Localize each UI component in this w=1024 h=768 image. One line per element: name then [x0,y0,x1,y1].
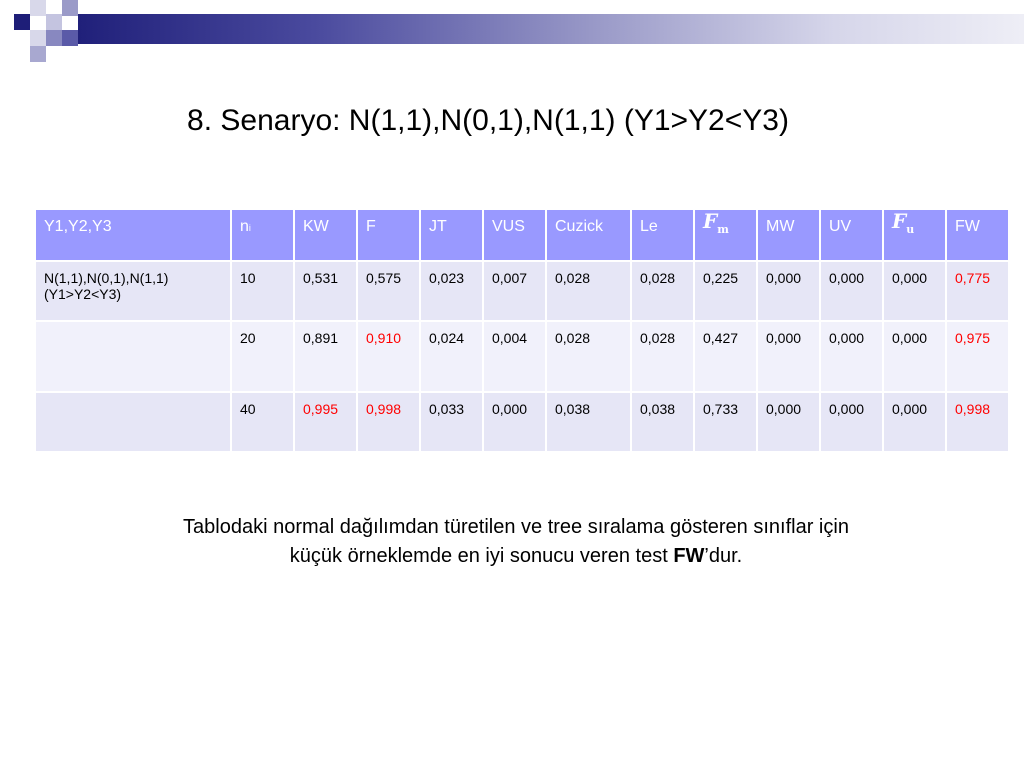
decor-square [30,46,46,62]
cell-cuzick: 0,038 [547,393,630,451]
header-mw-label: MW [766,218,795,235]
cell-fw: 0,975 [947,322,1008,391]
note-line-2-post: ’dur. [704,545,743,567]
header-n [232,210,293,260]
cell-fu: 0,000 [884,262,945,320]
header-jt [421,210,482,260]
cell-jt: 0,033 [421,393,482,451]
header-fw [947,210,1008,260]
cell-cuzick: 0,028 [547,322,630,391]
header-uv [821,210,882,260]
note-line-2-bold: FW [673,545,705,567]
cell-le: 0,038 [632,393,693,451]
cell-n: 20 [232,322,293,391]
fm-symbol [703,209,729,236]
header-group-label: Y1,Y2,Y3 [44,218,112,235]
decor-square [46,14,62,30]
note-line-1: Tablodaki normal dağılımdan türetilen ve tree sıralama gösteren sınıflar için [183,516,849,538]
cell-jt: 0,023 [421,262,482,320]
cell-le: 0,028 [632,322,693,391]
header-cuzick-label: Cuzick [555,218,604,235]
conclusion-note [60,513,972,571]
fu-symbol [892,209,915,236]
header-uv-label: UV [829,218,852,235]
header-kw [295,210,356,260]
header-vus-label: VUS [492,218,525,235]
header-kw-label: KW [303,218,329,235]
decor-square [30,0,46,16]
decor-square [14,14,30,30]
fu-symbol-sub: u [906,223,915,236]
cell-fm: 0,225 [695,262,756,320]
table-row [36,262,1008,320]
cell-vus: 0,000 [484,393,545,451]
decor-square [30,30,46,46]
note-line-2 [60,542,972,571]
cell-uv: 0,000 [821,393,882,451]
cell-n: 40 [232,393,293,451]
cell-kw: 0,891 [295,322,356,391]
table-row [36,322,1008,391]
slide-title [0,104,990,138]
cell-mw: 0,000 [758,393,819,451]
header-n-label: n [240,218,249,235]
results-table [34,208,1010,453]
header-vus [484,210,545,260]
header-jt-label: JT [429,218,447,235]
cell-fw: 0,775 [947,262,1008,320]
cell-label: N(1,1),N(0,1),N(1,1) (Y1>Y2<Y3) [36,262,230,320]
cell-fw: 0,998 [947,393,1008,451]
header-fw-label: FW [955,218,980,235]
cell-n: 10 [232,262,293,320]
cell-fu: 0,000 [884,393,945,451]
cell-jt: 0,024 [421,322,482,391]
decor-square [46,30,62,46]
cell-label [36,322,230,391]
cell-uv: 0,000 [821,322,882,391]
header-n-subscript: i [248,223,251,233]
cell-fu: 0,000 [884,322,945,391]
cell-cuzick: 0,028 [547,262,630,320]
table-row [36,393,1008,451]
cell-mw: 0,000 [758,322,819,391]
cell-fm: 0,427 [695,322,756,391]
header-f-label: F [366,218,376,235]
table-header-row [36,210,1008,260]
decor-square [62,0,78,16]
cell-label [36,393,230,451]
header-le [632,210,693,260]
header-mw [758,210,819,260]
header-group [36,210,230,260]
note-line-2-pre: küçük örneklemde en iyi sonucu veren test [289,545,674,567]
cell-f: 0,575 [358,262,419,320]
header-f [358,210,419,260]
header-band [78,14,1024,44]
decor-square [62,30,78,46]
slide-title-text: 8. Senaryo: N(1,1),N(0,1),N(1,1) (Y1>Y2<Y3) [187,104,789,137]
cell-le: 0,028 [632,262,693,320]
cell-f: 0,910 [358,322,419,391]
header-cuzick [547,210,630,260]
cell-kw: 0,531 [295,262,356,320]
cell-fm: 0,733 [695,393,756,451]
cell-uv: 0,000 [821,262,882,320]
fm-symbol-base: F [703,209,718,233]
cell-f: 0,998 [358,393,419,451]
header-fu [884,210,945,260]
cell-vus: 0,004 [484,322,545,391]
cell-mw: 0,000 [758,262,819,320]
cell-kw: 0,995 [295,393,356,451]
header-fm [695,210,756,260]
fu-symbol-base: F [892,209,907,233]
fm-symbol-sub: m [717,223,729,236]
cell-vus: 0,007 [484,262,545,320]
header-le-label: Le [640,218,658,235]
